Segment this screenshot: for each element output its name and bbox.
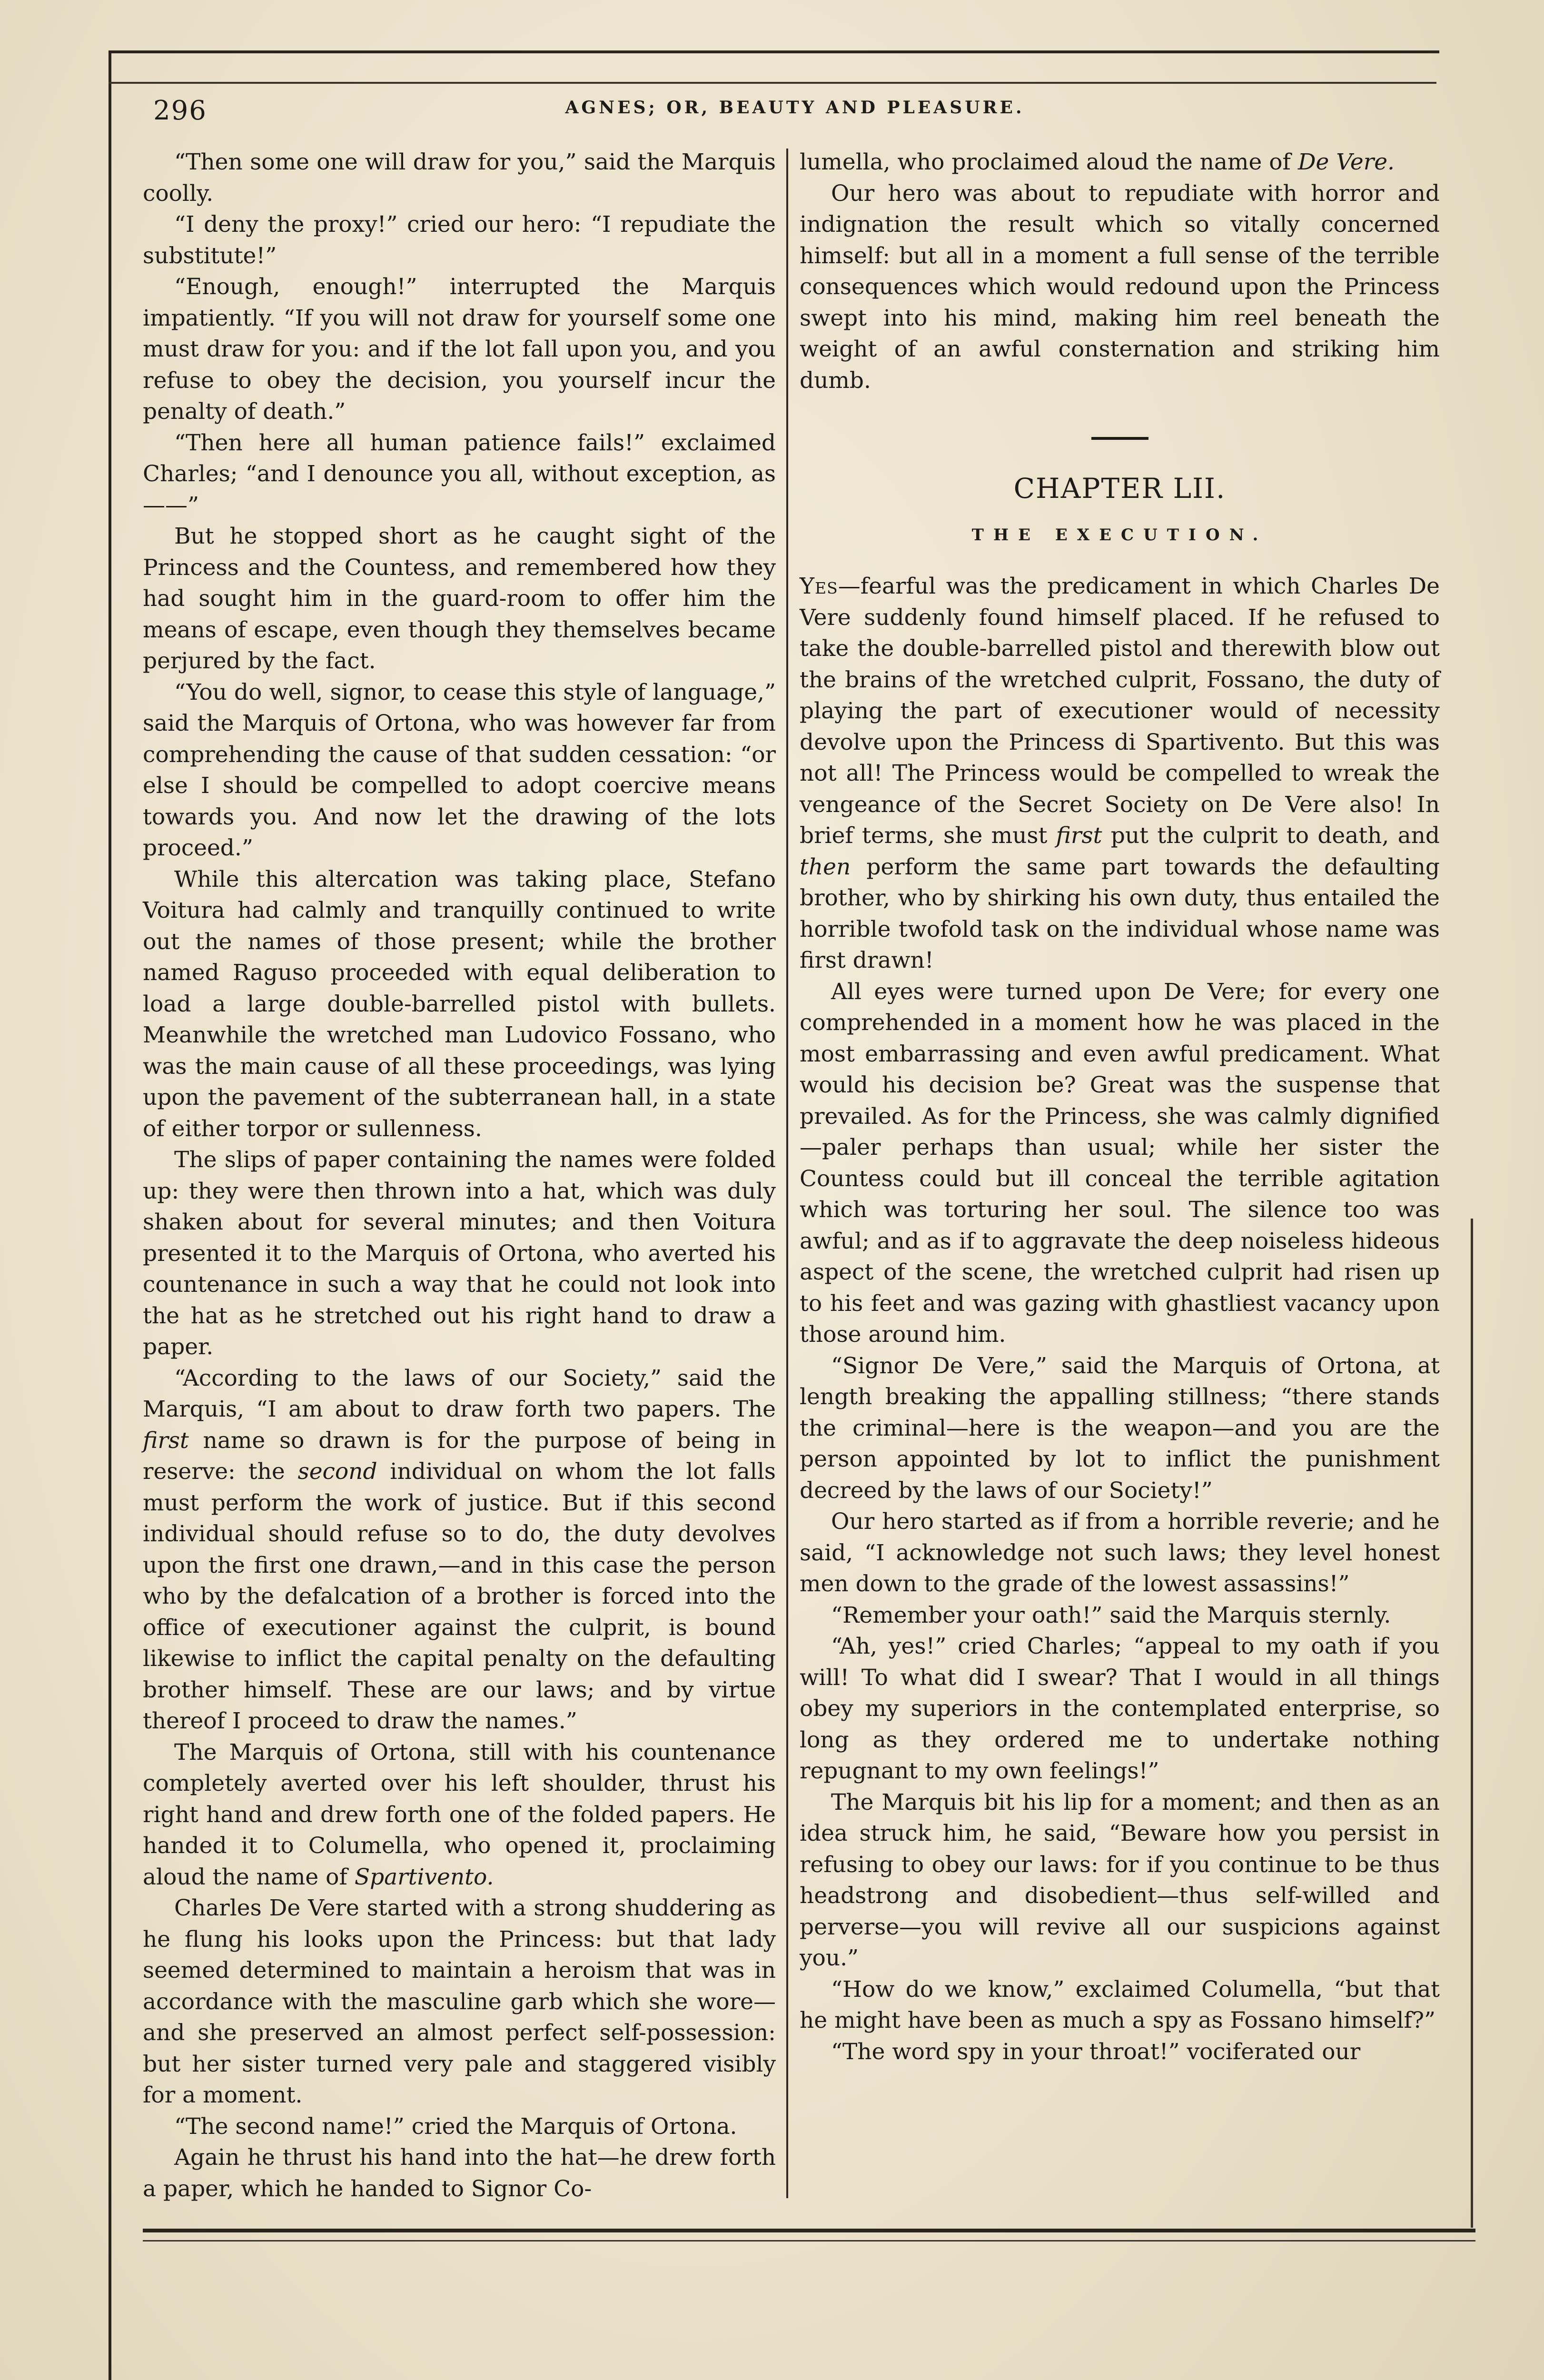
column-divider xyxy=(786,149,788,2198)
emphasis-first: first xyxy=(1056,823,1102,849)
paragraph: “You do well, signor, to cease this style of language,” said the Marquis of Ortona, who was however far from comprehending the cause of that sudden cessation: “or else I should be compelled to adopt coercive means towards you. And now let the drawing of the lots proceed.” xyxy=(143,679,776,861)
paragraph-opening: Yes—fearful was the predicament in which Charles De Vere suddenly found himself placed. If he refused to take the double-barrelled pistol and therewith blow out the brains of the wretched culprit, Fossano, the duty of playing the part of executioner would of necessity devolve upon the Princess di Spartivento. But this was not all! The Princess would be compelled to wreak the vengeance of the Secret Society on De Vere also! In brief terms, she must first put the culprit to death, and then perform the same part towards the defaulting brother, who by shirking his own duty, thus entailed the horrible twofold task on the individual whose name was first drawn! xyxy=(800,573,1440,973)
header-rule xyxy=(109,82,1436,84)
paragraph-first-draw: The Marquis of Ortona, still with his countenance completely averted over his left shoulder, thrust his right hand and drew forth one of the folded papers. He handed it to Columella, who opened it, proclaiming aloud the name of Spartivento. xyxy=(143,1739,776,1890)
paragraph: While this altercation was taking place, Stefano Voitura had calmly and tranquilly continued to write out the names of those present; while the brother named Raguso proceeded with equal deliberation to load a large double-barrelled pistol with bullets. Meanwhile the wretched man Ludovico Fossano, who was the main cause of all these proceedings, was lying upon the pavement of the subterranean hall, in a state of either torpor or sullenness. xyxy=(143,866,776,1142)
paragraph: “How do we know,” exclaimed Columella, “but that he might have been as much a spy as Fossano himself?” xyxy=(800,1976,1440,2033)
emphasis-first: first xyxy=(143,1427,189,1454)
paragraph: But he stopped short as he caught sight of the Princess and the Countess, and remembered how they had sought him in the guard-room to offer him the means of escape, even though they themselves became perjured by the fact. xyxy=(143,523,776,674)
section-dash xyxy=(1091,437,1148,440)
paragraph: “I deny the proxy!” cried our hero: “I repudiate the substitute!” xyxy=(143,211,776,269)
paragraph: “Enough, enough!” interrupted the Marquis impatiently. “If you will not draw for yourself some one must draw for you: and if the lot fall upon you, and you refuse to obey the decision, you yourself incur the penalty of death.” xyxy=(143,274,776,425)
paragraph: “Then some one will draw for you,” said the Marquis coolly. xyxy=(143,149,776,207)
chapter-subtitle: THE EXECUTION. xyxy=(971,525,1268,545)
paragraph: “The word spy in your throat!” vociferated our xyxy=(831,2038,1361,2065)
paragraph: All eyes were turned upon De Vere; for every one comprehended in a moment how he was placed in the most embarrassing and even awful predicament. What would his decision be? Great was the suspense that prevailed. As for the Princess, she was calmly dignified—paler perhaps than usual; while her sister the Countess could but ill conceal the terrible agitation which was torturing her soul. The silence too was awful; and as if to aggravate the deep noiseless hideous aspect of the scene, the wretched culprit had risen up to his feet and was gazing with ghastliest vacancy upon those around him. xyxy=(800,978,1440,1348)
paragraph: The slips of paper containing the names were folded up: they were then thrown into a hat, which was duly shaken about for several minutes; and then Voitura presented it to the Marquis of Ortona, who averted his countenance in such a way that he could not look into the hat as he stretched out his right hand to draw a paper. xyxy=(143,1147,776,1360)
paragraph: “Remember your oath!” said the Marquis sternly. xyxy=(831,1602,1391,1628)
right-margin-rule xyxy=(1471,1219,1473,2228)
paragraph: “Then here all human patience fails!” exclaimed Charles; “and I denounce you all, without exception, as——” xyxy=(143,429,776,518)
opening-word: Yes xyxy=(800,573,838,599)
right-column xyxy=(800,147,1440,2067)
paragraph-laws: “According to the laws of our Society,” said the Marquis, “I am about to draw forth two papers. The first name so drawn is for the purpose of being in reserve: the second individual on whom the lot falls must perform the work of justice. But if this second individual should refuse so to do, the duty devolves upon the first one drawn,—and in this case the person who by the defalcation of a brother is forced into the office of executioner against the culprit, is bound likewise to inflict the capital penalty on the defaulting brother himself. These are our laws; and by virtue thereof I proceed to draw the names.” xyxy=(143,1365,776,1734)
name-de-vere: De Vere. xyxy=(1297,149,1395,175)
left-column xyxy=(143,147,776,2204)
paragraph: “Signor De Vere,” said the Marquis of Ortona, at length breaking the appalling stillness; “there stands the criminal—here is the weapon—and you are the person appointed by lot to inflict the punishment decreed by the laws of our Society!” xyxy=(800,1352,1440,1504)
running-head: AGNES; OR, BEAUTY AND PLEASURE. xyxy=(565,98,1025,118)
paragraph-continued: lumella, who proclaimed aloud the name of De Vere. xyxy=(800,149,1395,175)
emphasis-then: then xyxy=(800,853,851,880)
paragraph: Again he thrust his hand into the hat—he drew forth a paper, which he handed to Signor Co- xyxy=(143,2144,776,2202)
footer-rule xyxy=(143,2229,1475,2232)
paragraph: “The second name!” cried the Marquis of Ortona. xyxy=(174,2113,737,2140)
chapter-title: CHAPTER LII. xyxy=(1013,472,1226,505)
page-number: 296 xyxy=(153,95,207,126)
paragraph: Our hero was about to repudiate with horror and indignation the result which so vitally concerned himself: but all in a moment a full sense of the terrible consequences which would redound upon the Princess swept into his mind, making him reel beneath the weight of an awful consternation and striking him dumb. xyxy=(800,180,1440,394)
emphasis-second: second xyxy=(297,1458,377,1485)
chapter-heading xyxy=(800,437,1440,551)
paragraph: The Marquis bit his lip for a moment; and then as an idea struck him, he said, “Beware how you persist in refusing to obey our laws: for if you continue to be thus headstrong and disobedient—thus self-willed and perverse—you will revive all our suspicions against you.” xyxy=(800,1789,1440,1971)
name-spartivento: Spartivento. xyxy=(354,1864,494,1890)
paragraph: Charles De Vere started with a strong shuddering as he flung his looks upon the Princess: but that lady seemed determined to maintain a heroism that was in accordance with the masculine garb which she wore—and she preserved an almost perfect self-possession: but her sister turned very pale and staggered visibly for a moment. xyxy=(143,1895,776,2108)
paragraph: Our hero started as if from a horrible reverie; and he said, “I acknowledge not such laws; they level honest men down to the grade of the lowest assassins!” xyxy=(800,1508,1440,1597)
paragraph: “Ah, yes!” cried Charles; “appeal to my oath if you will! To what did I swear? That I would in all things obey my superiors in the contemplated enterprise, so long as they ordered me to undertake nothing repugnant to my own feelings!” xyxy=(800,1633,1440,1784)
footer-rule-thin xyxy=(143,2240,1475,2241)
